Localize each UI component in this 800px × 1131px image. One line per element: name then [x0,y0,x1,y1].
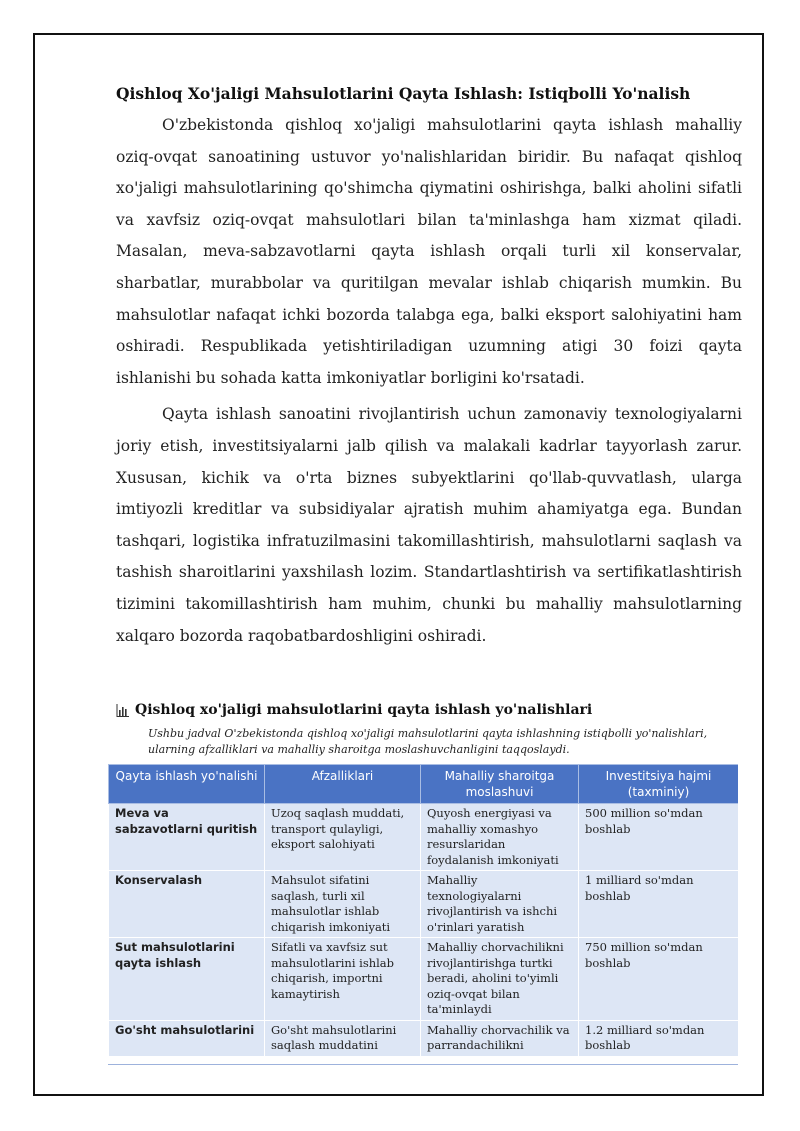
table-cell: Meva va sabzavotlarni quritish [109,804,265,871]
table-cell: 1 milliard so'mdan boshlab [579,871,739,938]
paragraph-1: O'zbekistonda qishloq xo'jaligi mahsulotlarini qayta ishlash mahalliy oziq-ovqat sanoatining ustuvor yo'nalishlaridan biridir. Bu nafaqat qishloq xo'jaligi mahsulotlarining qo'shimcha qiymatini oshirishga, balki aholini sifatli va xavfsiz oziq-ovqat mahsulotlari bilan ta'minlashga ham xizmat qiladi. Masalan, meva-sabzavotlarni qayta ishlash orqali turli xil konservalar, sharbatlar, murabbolar va quritilgan mevalar ishlab chiqarish mumkin. Bu mahsulotlar nafaqat ichki bozorda talabga ega, balki eksport salohiyatini ham oshiradi. Respublikada yetishtiriladigan uzumning atigi 30 foizi qayta ishlanishi bu sohada katta imkoniyatlar borligini ko'rsatadi. [116,116,742,387]
table-cell: Mahsulot sifatini saqlash, turli xil mahsulotlar ishlab chiqarish imkoniyati [265,871,421,938]
table-viewport [108,764,738,1065]
document-body [116,84,742,657]
table-row [109,938,739,1021]
table-row [109,1020,739,1056]
table-cell: Uzoq saqlash muddati, transport qulayligi, eksport salohiyati [265,804,421,871]
table-cell: Sifatli va xavfsiz sut mahsulotlarini ishlab chiqarish, importni kamaytirish [265,938,421,1021]
table-cell: Konservalash [109,871,265,938]
table-row [109,871,739,938]
column-header: Investitsiya hajmi (taxminiy) [579,765,739,804]
table-cell: Mahalliy chorvachilik va parrandachilikni [421,1020,579,1056]
column-header: Afzalliklari [265,765,421,804]
table-cell: 500 million so'mdan boshlab [579,804,739,871]
column-header: Mahalliy sharoitga moslashuvi [421,765,579,804]
table-cell: Quyosh energiyasi va mahalliy xomashyo resurslaridan foydalanish imkoniyati [421,804,579,871]
table-row [109,804,739,871]
table-heading [116,702,738,718]
table-cell: 1.2 milliard so'mdan boshlab [579,1020,739,1056]
table-caption: Ushbu jadval O'zbekistonda qishloq xo'jaligi mahsulotlarini qayta ishlashning istiqbolli yo'nalishlari, ularning afzalliklari va mahalliy sharoitga moslashuvchanligini taqqoslaydi. [148,727,708,756]
bar-chart-icon [116,704,129,717]
table-title: Qishloq xo'jaligi mahsulotlarini qayta ishlash yo'nalishlari [135,702,593,718]
table-cell: 750 million so'mdan boshlab [579,938,739,1021]
column-header: Qayta ishlash yo'nalishi [109,765,265,804]
table-cell: Mahalliy chorvachilikni rivojlantirishga turtki beradi, aholini to'yimli oziq-ovqat bilan ta'minlaydi [421,938,579,1021]
table-cell: Mahalliy texnologiyalarni rivojlantirish va ishchi o'rinlari yaratish [421,871,579,938]
table-cell: Go'sht mahsulotlarini saqlash muddatini [265,1020,421,1056]
data-table [108,764,738,1057]
table-header-row [109,765,739,804]
paragraph-2: Qayta ishlash sanoatini rivojlantirish uchun zamonaviy texnologiyalarni joriy etish, investitsiyalarni jalb qilish va malakali kadrlar tayyorlash zarur. Xususan, kichik va o'rta biznes subyektlarini qo'llab-quvvatlash, ularga imtiyozli kreditlar va subsidiyalar ajratish muhim ahamiyatga ega. Bundan tashqari, logistika infratuzilmasini takomillashtirish, mahsulotlarni saqlash va tashish sharoitlarini yaxshilash lozim. Standartlashtirish va sertifikatlashtirish tizimini takomillashtirish ham muhim, chunki bu mahalliy mahsulotlarning xalqaro bozorda raqobatbardoshligini oshiradi. [116,405,742,645]
table-cell: Sut mahsulotlarini qayta ishlash [109,938,265,1021]
document-title: Qishloq Xo'jaligi Mahsulotlarini Qayta Ishlash: Istiqbolli Yo'nalish [116,84,691,103]
table-section [116,702,738,1065]
table-cell: Go'sht mahsulotlarini [109,1020,265,1056]
